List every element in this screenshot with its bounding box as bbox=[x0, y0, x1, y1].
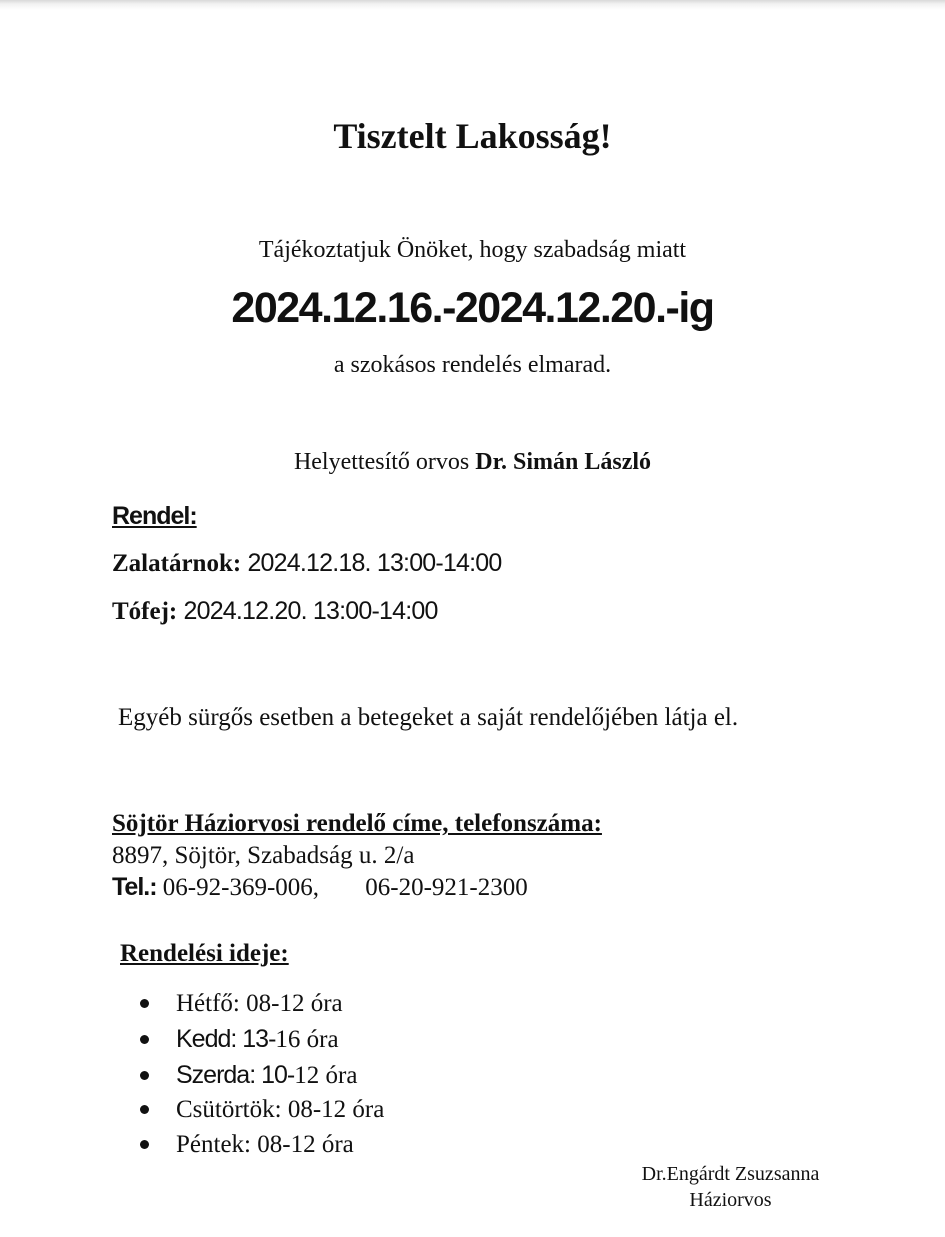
phone-number: 06-20-921-2300 bbox=[365, 874, 528, 901]
phone-number: 06-92-369-006, bbox=[162, 874, 320, 901]
hours-day: Hétfő: 08- bbox=[176, 990, 280, 1017]
bullet-icon bbox=[140, 1071, 149, 1080]
page-top-shadow bbox=[0, 0, 945, 10]
office-heading: Söjtör Háziorvosi rendelő címe, telefonszáma: bbox=[112, 810, 602, 837]
office-address: 8897, Söjtör, Szabadság u. 2/a bbox=[112, 842, 415, 869]
hours-time: 12 óra bbox=[321, 1096, 385, 1123]
substitute-doctor-name: Dr. Simán László bbox=[475, 449, 652, 475]
substitute-prefix: Helyettesítő orvos bbox=[293, 449, 476, 475]
bullet-icon bbox=[140, 1035, 149, 1044]
hours-time: 12 óra bbox=[279, 990, 343, 1017]
urgent-note: Egyéb sürgős esetben a betegeket a saját rendelőjében látja el. bbox=[118, 704, 739, 731]
office-hours-item bbox=[140, 988, 343, 1020]
hours-day: Péntek: 08- bbox=[176, 1131, 291, 1158]
hours-day: Csütörtök: 08- bbox=[176, 1096, 322, 1123]
schedule-entry bbox=[112, 595, 438, 628]
phone-label: Tel.: bbox=[112, 873, 157, 901]
schedule-heading: Rendel: bbox=[112, 502, 197, 530]
notice-intro: Tájékoztatjuk Önöket, hogy szabadság miatt bbox=[258, 237, 687, 263]
office-phone-row bbox=[112, 871, 528, 904]
vacation-period: 2024.12.16.-2024.12.20.-ig bbox=[231, 284, 714, 332]
hours-time: 12 óra bbox=[290, 1131, 354, 1158]
bullet-icon bbox=[140, 1140, 149, 1149]
schedule-time: 2024.12.20. 13:00-14:00 bbox=[183, 597, 438, 625]
schedule-place: Zalatárnok: bbox=[112, 550, 242, 577]
office-hours-item bbox=[140, 1129, 354, 1161]
signature-name: Dr.Engárdt Zsuzsanna bbox=[641, 1163, 820, 1185]
office-hours-item bbox=[140, 1094, 384, 1126]
schedule-entry bbox=[112, 547, 502, 580]
cancellation-text: a szokásos rendelés elmarad. bbox=[333, 352, 612, 378]
office-hours-heading: Rendelési ideje: bbox=[120, 940, 289, 967]
schedule-time: 2024.12.18. 13:00-14:00 bbox=[247, 549, 502, 577]
notice-title: Tisztelt Lakosság! bbox=[333, 116, 612, 156]
hours-time: 16 óra bbox=[275, 1026, 339, 1053]
bullet-icon bbox=[140, 999, 149, 1008]
substitute-doctor-line bbox=[0, 446, 945, 478]
office-hours-item bbox=[140, 1059, 357, 1092]
hours-time: 12 óra bbox=[294, 1062, 358, 1089]
schedule-place: Tófej: bbox=[112, 598, 178, 625]
signature-role: Háziorvos bbox=[689, 1189, 772, 1211]
hours-day: Szerda: 10- bbox=[176, 1061, 295, 1089]
office-hours-item bbox=[140, 1023, 339, 1056]
hours-day: Kedd: 13- bbox=[176, 1025, 276, 1053]
bullet-icon bbox=[140, 1105, 149, 1114]
